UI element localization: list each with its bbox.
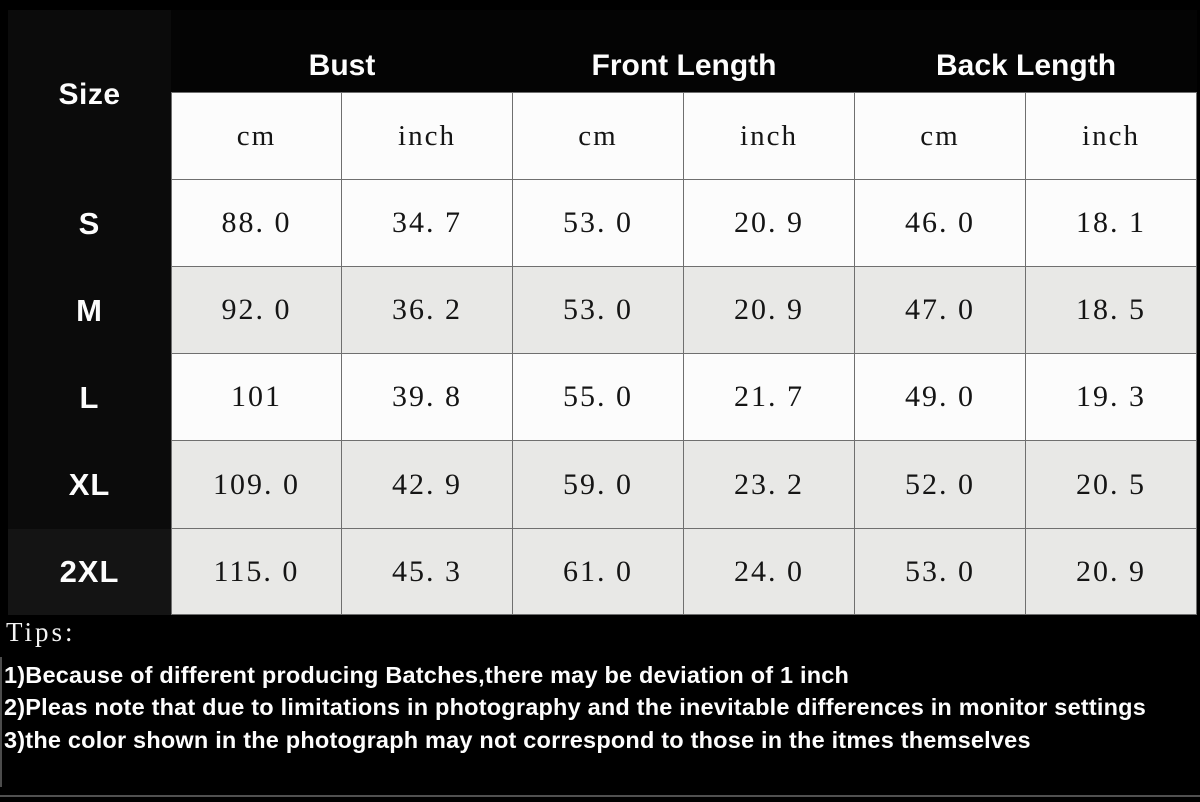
tip-line-2: 2)Pleas note that due to limitations in photography and the inevitable differences in monitor settings: [4, 694, 1146, 721]
measurement-cell: 18. 1: [1026, 180, 1197, 267]
measurement-cell: 36. 2: [342, 267, 513, 354]
measurement-cell: 34. 7: [342, 180, 513, 267]
unit-header-front-cm: cm: [513, 92, 684, 180]
measurement-cell: 21. 7: [684, 354, 855, 441]
measurement-cell: 20. 9: [684, 267, 855, 354]
measurement-cell: 101: [171, 354, 342, 441]
measurement-cell: 52. 0: [855, 441, 1026, 529]
size-row-label-s: S: [8, 180, 171, 267]
measurement-cell: 45. 3: [342, 529, 513, 615]
size-row-label-l: L: [8, 354, 171, 441]
tip-line-3: 3)the color shown in the photograph may not correspond to those in the itmes themselves: [4, 726, 1031, 753]
measurement-cell: 24. 0: [684, 529, 855, 615]
measurement-cell: 59. 0: [513, 441, 684, 529]
measurement-cell: 115. 0: [171, 529, 342, 615]
unit-header-back-cm: cm: [855, 92, 1026, 180]
measurement-cell: 18. 5: [1026, 267, 1197, 354]
measurement-cell: 20. 9: [1026, 529, 1197, 615]
unit-header-bust-cm: cm: [171, 92, 342, 180]
measurement-cell: 61. 0: [513, 529, 684, 615]
size-chart-table: [8, 10, 1197, 615]
measurement-cell: 19. 3: [1026, 354, 1197, 441]
measurement-cell: 109. 0: [171, 441, 342, 529]
measurement-cell: 88. 0: [171, 180, 342, 267]
measurement-cell: 53. 0: [855, 529, 1026, 615]
tip-line-1: 1)Because of different producing Batches,there may be deviation of 1 inch: [4, 662, 850, 688]
unit-header-back-inch: inch: [1026, 92, 1197, 180]
size-row-label-m: M: [8, 267, 171, 354]
measurement-cell: 20. 9: [684, 180, 855, 267]
bottom-divider: [0, 795, 1200, 797]
measurement-cell: 39. 8: [342, 354, 513, 441]
measurement-cell: 55. 0: [513, 354, 684, 441]
size-row-label-2xl: 2XL: [8, 529, 171, 615]
measurement-cell: 42. 9: [342, 441, 513, 529]
unit-header-bust-inch: inch: [342, 92, 513, 180]
size-row-label-xl: XL: [8, 441, 171, 529]
left-edge-line: [0, 657, 2, 787]
group-header-back-length: Back Length: [855, 10, 1197, 92]
unit-header-front-inch: inch: [684, 92, 855, 180]
measurement-cell: 23. 2: [684, 441, 855, 529]
measurement-cell: 47. 0: [855, 267, 1026, 354]
measurement-cell: 20. 5: [1026, 441, 1197, 529]
measurement-cell: 53. 0: [513, 180, 684, 267]
measurement-cell: 46. 0: [855, 180, 1026, 267]
group-header-front-length: Front Length: [513, 10, 855, 92]
tips-list: [4, 659, 1164, 756]
group-header-bust: Bust: [171, 10, 513, 92]
measurement-cell: 92. 0: [171, 267, 342, 354]
tips-heading: Tips:: [6, 617, 76, 647]
measurement-cell: 53. 0: [513, 267, 684, 354]
size-column-header: Size: [8, 10, 171, 180]
measurement-cell: 49. 0: [855, 354, 1026, 441]
